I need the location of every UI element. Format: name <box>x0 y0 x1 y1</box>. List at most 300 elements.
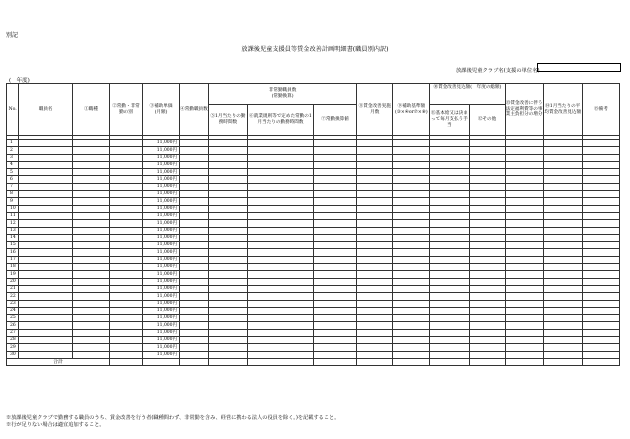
entry-cell[interactable] <box>313 337 356 344</box>
entry-cell[interactable] <box>313 140 356 147</box>
entry-cell[interactable] <box>248 191 314 198</box>
entry-cell[interactable] <box>19 227 73 234</box>
entry-cell[interactable] <box>180 307 209 314</box>
entry-cell[interactable] <box>208 264 247 271</box>
entry-cell[interactable] <box>543 344 582 351</box>
entry-cell[interactable] <box>208 198 247 205</box>
entry-cell[interactable] <box>313 264 356 271</box>
entry-cell[interactable] <box>180 234 209 241</box>
entry-cell[interactable] <box>248 205 314 212</box>
entry-cell[interactable] <box>582 307 619 314</box>
entry-cell[interactable] <box>469 176 505 183</box>
entry-cell[interactable] <box>72 242 109 249</box>
total-cell[interactable] <box>248 358 314 365</box>
entry-cell[interactable] <box>543 205 582 212</box>
entry-cell[interactable] <box>248 337 314 344</box>
entry-cell[interactable] <box>430 351 469 358</box>
entry-cell[interactable] <box>505 183 543 190</box>
entry-cell[interactable] <box>313 351 356 358</box>
entry-cell[interactable] <box>393 191 430 198</box>
entry-cell[interactable] <box>110 161 143 168</box>
entry-cell[interactable] <box>180 271 209 278</box>
entry-cell[interactable] <box>393 242 430 249</box>
entry-cell[interactable] <box>543 220 582 227</box>
entry-cell[interactable] <box>72 191 109 198</box>
entry-cell[interactable] <box>110 271 143 278</box>
entry-cell[interactable] <box>19 256 73 263</box>
entry-cell[interactable] <box>582 344 619 351</box>
entry-cell[interactable] <box>72 140 109 147</box>
entry-cell[interactable] <box>505 329 543 336</box>
entry-cell[interactable] <box>208 220 247 227</box>
entry-cell[interactable] <box>110 315 143 322</box>
entry-cell[interactable] <box>19 329 73 336</box>
entry-cell[interactable] <box>180 183 209 190</box>
entry-cell[interactable] <box>313 169 356 176</box>
entry-cell[interactable] <box>543 198 582 205</box>
entry-cell[interactable] <box>430 249 469 256</box>
entry-cell[interactable] <box>357 300 393 307</box>
entry-cell[interactable] <box>248 329 314 336</box>
total-cell[interactable] <box>313 358 356 365</box>
entry-cell[interactable] <box>248 271 314 278</box>
entry-cell[interactable] <box>393 293 430 300</box>
entry-cell[interactable] <box>72 227 109 234</box>
entry-cell[interactable] <box>582 337 619 344</box>
total-cell[interactable] <box>110 358 143 365</box>
entry-cell[interactable] <box>543 161 582 168</box>
entry-cell[interactable] <box>582 147 619 154</box>
entry-cell[interactable] <box>248 234 314 241</box>
entry-cell[interactable] <box>208 344 247 351</box>
entry-cell[interactable] <box>543 176 582 183</box>
entry-cell[interactable] <box>582 140 619 147</box>
entry-cell[interactable] <box>19 161 73 168</box>
entry-cell[interactable] <box>357 176 393 183</box>
entry-cell[interactable] <box>543 169 582 176</box>
entry-cell[interactable] <box>313 212 356 219</box>
entry-cell[interactable] <box>393 147 430 154</box>
entry-cell[interactable] <box>430 227 469 234</box>
entry-cell[interactable] <box>208 234 247 241</box>
entry-cell[interactable] <box>19 271 73 278</box>
entry-cell[interactable] <box>582 198 619 205</box>
entry-cell[interactable] <box>469 337 505 344</box>
entry-cell[interactable] <box>357 293 393 300</box>
entry-cell[interactable] <box>208 161 247 168</box>
entry-cell[interactable] <box>248 227 314 234</box>
entry-cell[interactable] <box>505 140 543 147</box>
entry-cell[interactable] <box>505 227 543 234</box>
entry-cell[interactable] <box>180 329 209 336</box>
entry-cell[interactable] <box>313 191 356 198</box>
entry-cell[interactable] <box>393 315 430 322</box>
entry-cell[interactable] <box>582 351 619 358</box>
entry-cell[interactable] <box>313 198 356 205</box>
entry-cell[interactable] <box>180 249 209 256</box>
entry-cell[interactable] <box>110 322 143 329</box>
entry-cell[interactable] <box>19 154 73 161</box>
entry-cell[interactable] <box>469 264 505 271</box>
entry-cell[interactable] <box>430 344 469 351</box>
entry-cell[interactable] <box>430 271 469 278</box>
entry-cell[interactable] <box>208 300 247 307</box>
entry-cell[interactable] <box>72 337 109 344</box>
entry-cell[interactable] <box>430 191 469 198</box>
entry-cell[interactable] <box>72 147 109 154</box>
entry-cell[interactable] <box>208 191 247 198</box>
entry-cell[interactable] <box>469 285 505 292</box>
entry-cell[interactable] <box>357 205 393 212</box>
entry-cell[interactable] <box>19 300 73 307</box>
entry-cell[interactable] <box>248 212 314 219</box>
total-cell[interactable] <box>430 358 469 365</box>
entry-cell[interactable] <box>19 249 73 256</box>
entry-cell[interactable] <box>180 205 209 212</box>
entry-cell[interactable] <box>582 227 619 234</box>
total-cell[interactable] <box>505 358 543 365</box>
entry-cell[interactable] <box>357 249 393 256</box>
entry-cell[interactable] <box>313 278 356 285</box>
entry-cell[interactable] <box>505 205 543 212</box>
entry-cell[interactable] <box>430 169 469 176</box>
entry-cell[interactable] <box>357 278 393 285</box>
entry-cell[interactable] <box>180 278 209 285</box>
entry-cell[interactable] <box>248 351 314 358</box>
entry-cell[interactable] <box>505 337 543 344</box>
entry-cell[interactable] <box>248 307 314 314</box>
entry-cell[interactable] <box>393 256 430 263</box>
entry-cell[interactable] <box>208 176 247 183</box>
entry-cell[interactable] <box>208 285 247 292</box>
entry-cell[interactable] <box>582 154 619 161</box>
entry-cell[interactable] <box>313 205 356 212</box>
entry-cell[interactable] <box>430 205 469 212</box>
entry-cell[interactable] <box>180 242 209 249</box>
entry-cell[interactable] <box>248 140 314 147</box>
entry-cell[interactable] <box>469 191 505 198</box>
entry-cell[interactable] <box>110 234 143 241</box>
entry-cell[interactable] <box>357 271 393 278</box>
entry-cell[interactable] <box>505 285 543 292</box>
entry-cell[interactable] <box>208 329 247 336</box>
entry-cell[interactable] <box>543 212 582 219</box>
entry-cell[interactable] <box>543 293 582 300</box>
entry-cell[interactable] <box>505 198 543 205</box>
entry-cell[interactable] <box>469 161 505 168</box>
entry-cell[interactable] <box>543 147 582 154</box>
entry-cell[interactable] <box>248 322 314 329</box>
entry-cell[interactable] <box>393 234 430 241</box>
entry-cell[interactable] <box>208 249 247 256</box>
entry-cell[interactable] <box>313 183 356 190</box>
entry-cell[interactable] <box>180 256 209 263</box>
entry-cell[interactable] <box>110 198 143 205</box>
entry-cell[interactable] <box>208 322 247 329</box>
entry-cell[interactable] <box>505 249 543 256</box>
entry-cell[interactable] <box>313 176 356 183</box>
entry-cell[interactable] <box>505 220 543 227</box>
entry-cell[interactable] <box>469 154 505 161</box>
entry-cell[interactable] <box>313 285 356 292</box>
entry-cell[interactable] <box>357 183 393 190</box>
entry-cell[interactable] <box>543 154 582 161</box>
entry-cell[interactable] <box>208 337 247 344</box>
entry-cell[interactable] <box>430 264 469 271</box>
entry-cell[interactable] <box>543 337 582 344</box>
entry-cell[interactable] <box>19 191 73 198</box>
entry-cell[interactable] <box>180 322 209 329</box>
entry-cell[interactable] <box>469 351 505 358</box>
entry-cell[interactable] <box>393 300 430 307</box>
entry-cell[interactable] <box>393 278 430 285</box>
entry-cell[interactable] <box>357 337 393 344</box>
club-name-field[interactable] <box>537 63 621 72</box>
entry-cell[interactable] <box>357 154 393 161</box>
entry-cell[interactable] <box>357 169 393 176</box>
entry-cell[interactable] <box>357 307 393 314</box>
entry-cell[interactable] <box>357 220 393 227</box>
entry-cell[interactable] <box>110 293 143 300</box>
entry-cell[interactable] <box>248 344 314 351</box>
entry-cell[interactable] <box>208 227 247 234</box>
entry-cell[interactable] <box>582 205 619 212</box>
entry-cell[interactable] <box>313 161 356 168</box>
entry-cell[interactable] <box>19 293 73 300</box>
entry-cell[interactable] <box>72 300 109 307</box>
entry-cell[interactable] <box>180 285 209 292</box>
entry-cell[interactable] <box>430 242 469 249</box>
entry-cell[interactable] <box>430 154 469 161</box>
entry-cell[interactable] <box>505 351 543 358</box>
entry-cell[interactable] <box>19 205 73 212</box>
entry-cell[interactable] <box>430 285 469 292</box>
entry-cell[interactable] <box>180 147 209 154</box>
entry-cell[interactable] <box>393 337 430 344</box>
entry-cell[interactable] <box>248 161 314 168</box>
entry-cell[interactable] <box>110 147 143 154</box>
entry-cell[interactable] <box>72 212 109 219</box>
entry-cell[interactable] <box>393 322 430 329</box>
entry-cell[interactable] <box>72 198 109 205</box>
entry-cell[interactable] <box>505 154 543 161</box>
entry-cell[interactable] <box>357 212 393 219</box>
entry-cell[interactable] <box>430 234 469 241</box>
entry-cell[interactable] <box>110 264 143 271</box>
entry-cell[interactable] <box>19 351 73 358</box>
entry-cell[interactable] <box>248 154 314 161</box>
entry-cell[interactable] <box>72 264 109 271</box>
entry-cell[interactable] <box>72 344 109 351</box>
entry-cell[interactable] <box>357 285 393 292</box>
entry-cell[interactable] <box>582 322 619 329</box>
entry-cell[interactable] <box>180 169 209 176</box>
entry-cell[interactable] <box>19 198 73 205</box>
entry-cell[interactable] <box>469 300 505 307</box>
entry-cell[interactable] <box>313 234 356 241</box>
entry-cell[interactable] <box>543 300 582 307</box>
entry-cell[interactable] <box>582 293 619 300</box>
entry-cell[interactable] <box>430 300 469 307</box>
entry-cell[interactable] <box>180 227 209 234</box>
entry-cell[interactable] <box>180 264 209 271</box>
entry-cell[interactable] <box>543 315 582 322</box>
entry-cell[interactable] <box>248 300 314 307</box>
entry-cell[interactable] <box>469 249 505 256</box>
entry-cell[interactable] <box>110 183 143 190</box>
entry-cell[interactable] <box>248 278 314 285</box>
entry-cell[interactable] <box>393 271 430 278</box>
entry-cell[interactable] <box>110 300 143 307</box>
entry-cell[interactable] <box>469 278 505 285</box>
entry-cell[interactable] <box>208 256 247 263</box>
entry-cell[interactable] <box>313 329 356 336</box>
entry-cell[interactable] <box>180 191 209 198</box>
entry-cell[interactable] <box>72 220 109 227</box>
entry-cell[interactable] <box>19 264 73 271</box>
entry-cell[interactable] <box>19 212 73 219</box>
entry-cell[interactable] <box>430 176 469 183</box>
entry-cell[interactable] <box>543 191 582 198</box>
entry-cell[interactable] <box>180 344 209 351</box>
entry-cell[interactable] <box>357 329 393 336</box>
entry-cell[interactable] <box>469 183 505 190</box>
entry-cell[interactable] <box>208 169 247 176</box>
entry-cell[interactable] <box>393 307 430 314</box>
entry-cell[interactable] <box>543 285 582 292</box>
entry-cell[interactable] <box>313 293 356 300</box>
entry-cell[interactable] <box>505 169 543 176</box>
entry-cell[interactable] <box>72 205 109 212</box>
entry-cell[interactable] <box>357 264 393 271</box>
entry-cell[interactable] <box>430 140 469 147</box>
entry-cell[interactable] <box>505 256 543 263</box>
entry-cell[interactable] <box>393 183 430 190</box>
entry-cell[interactable] <box>469 227 505 234</box>
entry-cell[interactable] <box>313 307 356 314</box>
entry-cell[interactable] <box>582 271 619 278</box>
entry-cell[interactable] <box>469 220 505 227</box>
entry-cell[interactable] <box>357 242 393 249</box>
total-cell[interactable] <box>208 358 247 365</box>
entry-cell[interactable] <box>430 198 469 205</box>
entry-cell[interactable] <box>393 351 430 358</box>
entry-cell[interactable] <box>248 242 314 249</box>
entry-cell[interactable] <box>19 315 73 322</box>
entry-cell[interactable] <box>469 322 505 329</box>
entry-cell[interactable] <box>505 315 543 322</box>
entry-cell[interactable] <box>72 307 109 314</box>
entry-cell[interactable] <box>582 161 619 168</box>
entry-cell[interactable] <box>393 205 430 212</box>
entry-cell[interactable] <box>469 271 505 278</box>
total-cell[interactable] <box>469 358 505 365</box>
entry-cell[interactable] <box>582 169 619 176</box>
entry-cell[interactable] <box>110 344 143 351</box>
entry-cell[interactable] <box>469 169 505 176</box>
entry-cell[interactable] <box>19 344 73 351</box>
entry-cell[interactable] <box>505 176 543 183</box>
entry-cell[interactable] <box>582 278 619 285</box>
entry-cell[interactable] <box>543 271 582 278</box>
entry-cell[interactable] <box>72 322 109 329</box>
entry-cell[interactable] <box>313 256 356 263</box>
entry-cell[interactable] <box>582 220 619 227</box>
entry-cell[interactable] <box>469 242 505 249</box>
entry-cell[interactable] <box>248 264 314 271</box>
entry-cell[interactable] <box>72 161 109 168</box>
entry-cell[interactable] <box>208 293 247 300</box>
entry-cell[interactable] <box>248 147 314 154</box>
entry-cell[interactable] <box>248 176 314 183</box>
entry-cell[interactable] <box>543 278 582 285</box>
entry-cell[interactable] <box>357 234 393 241</box>
entry-cell[interactable] <box>393 285 430 292</box>
entry-cell[interactable] <box>469 293 505 300</box>
entry-cell[interactable] <box>505 161 543 168</box>
entry-cell[interactable] <box>180 300 209 307</box>
entry-cell[interactable] <box>72 293 109 300</box>
entry-cell[interactable] <box>469 256 505 263</box>
entry-cell[interactable] <box>72 351 109 358</box>
entry-cell[interactable] <box>110 278 143 285</box>
entry-cell[interactable] <box>357 322 393 329</box>
entry-cell[interactable] <box>313 271 356 278</box>
entry-cell[interactable] <box>19 234 73 241</box>
entry-cell[interactable] <box>357 315 393 322</box>
entry-cell[interactable] <box>313 154 356 161</box>
entry-cell[interactable] <box>72 183 109 190</box>
entry-cell[interactable] <box>393 264 430 271</box>
entry-cell[interactable] <box>72 154 109 161</box>
entry-cell[interactable] <box>208 351 247 358</box>
entry-cell[interactable] <box>110 337 143 344</box>
total-cell[interactable] <box>543 358 582 365</box>
entry-cell[interactable] <box>19 140 73 147</box>
entry-cell[interactable] <box>430 220 469 227</box>
entry-cell[interactable] <box>248 256 314 263</box>
entry-cell[interactable] <box>393 249 430 256</box>
entry-cell[interactable] <box>469 212 505 219</box>
entry-cell[interactable] <box>248 285 314 292</box>
entry-cell[interactable] <box>208 154 247 161</box>
entry-cell[interactable] <box>582 183 619 190</box>
entry-cell[interactable] <box>582 300 619 307</box>
entry-cell[interactable] <box>430 307 469 314</box>
entry-cell[interactable] <box>110 249 143 256</box>
entry-cell[interactable] <box>505 212 543 219</box>
entry-cell[interactable] <box>110 220 143 227</box>
entry-cell[interactable] <box>357 227 393 234</box>
entry-cell[interactable] <box>180 220 209 227</box>
entry-cell[interactable] <box>110 169 143 176</box>
entry-cell[interactable] <box>430 147 469 154</box>
entry-cell[interactable] <box>393 198 430 205</box>
entry-cell[interactable] <box>469 140 505 147</box>
entry-cell[interactable] <box>543 264 582 271</box>
entry-cell[interactable] <box>208 183 247 190</box>
entry-cell[interactable] <box>505 191 543 198</box>
entry-cell[interactable] <box>505 234 543 241</box>
entry-cell[interactable] <box>19 278 73 285</box>
entry-cell[interactable] <box>248 183 314 190</box>
entry-cell[interactable] <box>208 278 247 285</box>
entry-cell[interactable] <box>430 161 469 168</box>
entry-cell[interactable] <box>208 147 247 154</box>
entry-cell[interactable] <box>180 161 209 168</box>
entry-cell[interactable] <box>543 307 582 314</box>
entry-cell[interactable] <box>357 198 393 205</box>
